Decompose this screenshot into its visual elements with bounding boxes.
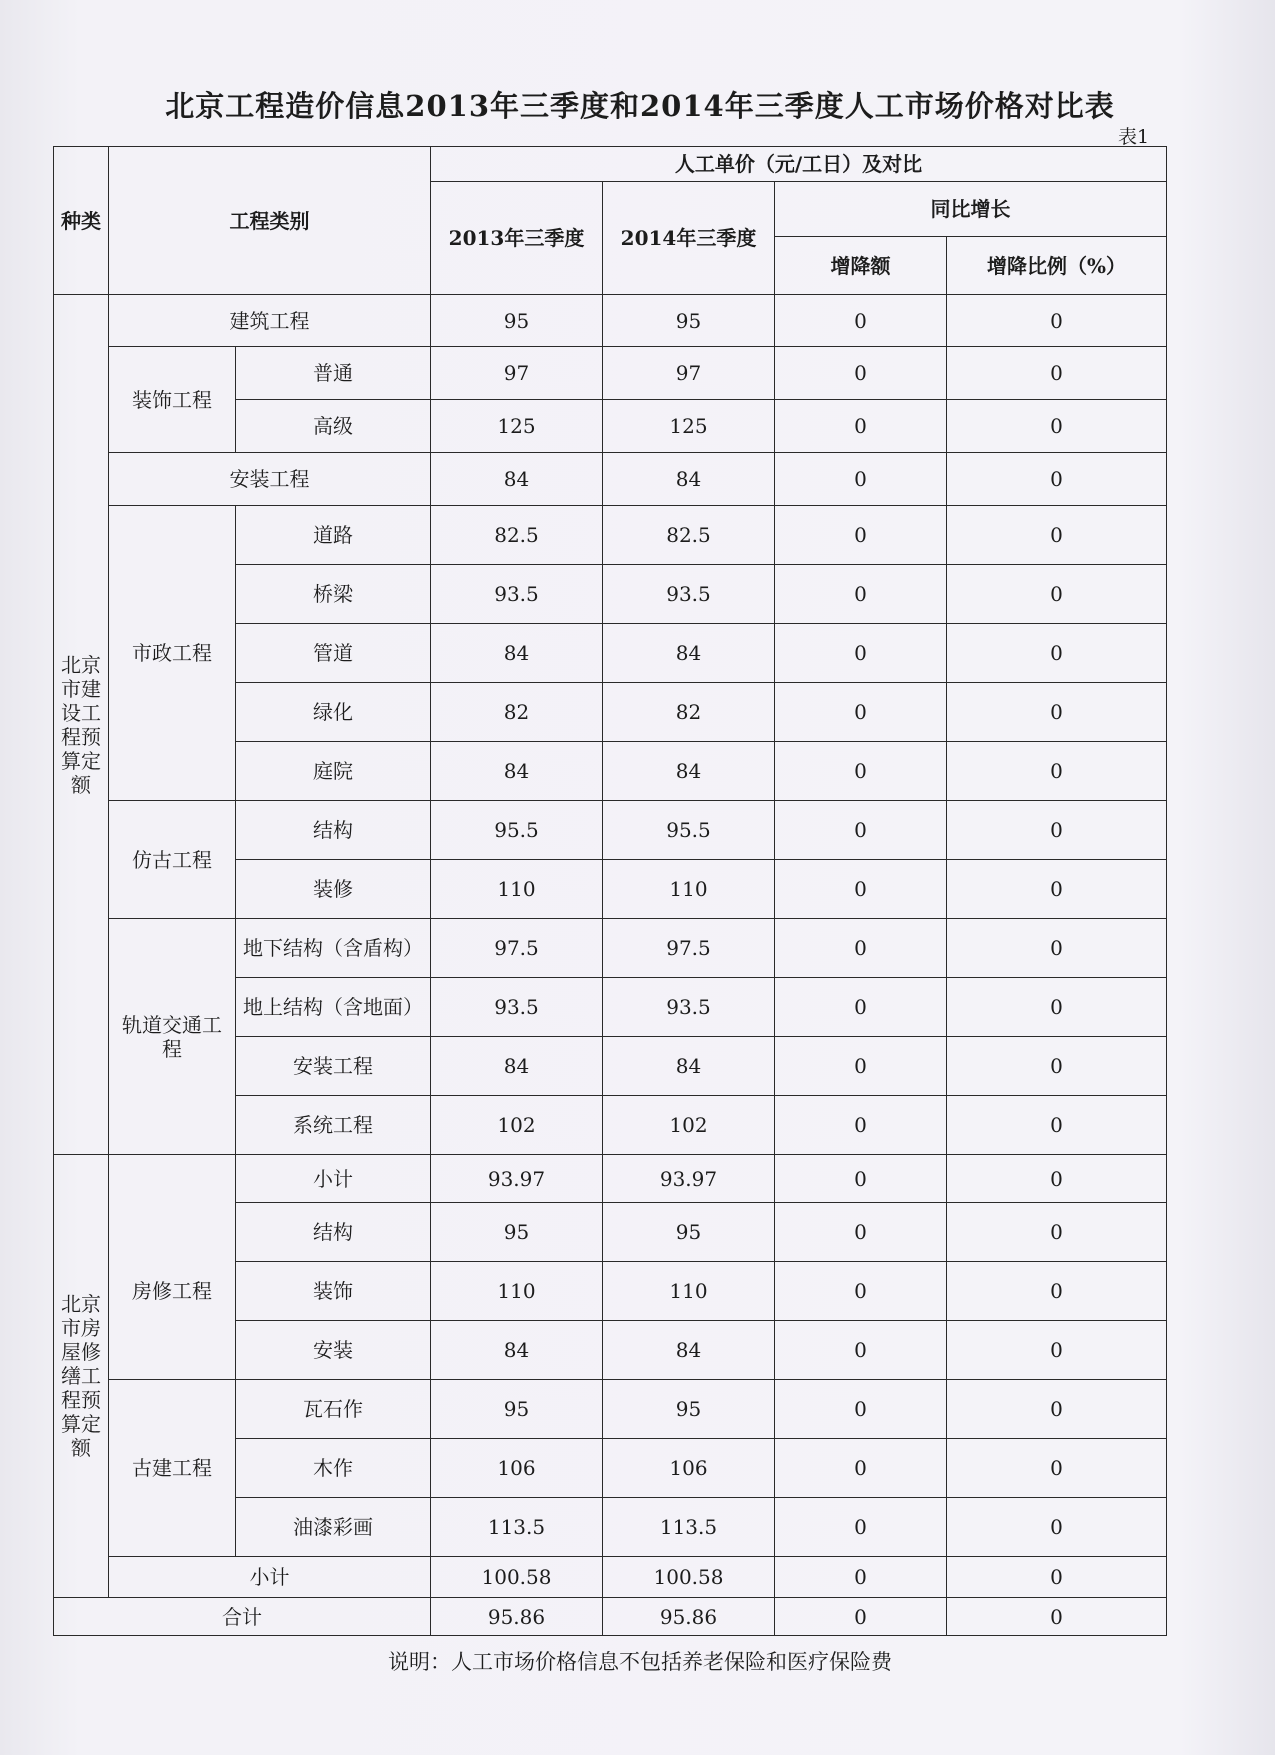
total-2013: 95.86 — [431, 1598, 603, 1636]
row-label: 木作 — [236, 1439, 431, 1498]
value-2013: 97 — [431, 347, 603, 400]
change-ratio: 0 — [947, 860, 1167, 919]
header-change-amount: 增降额 — [775, 237, 947, 295]
row-label: 普通 — [236, 347, 431, 400]
value-2013: 102 — [431, 1096, 603, 1155]
change-amount: 0 — [775, 860, 947, 919]
change-ratio: 0 — [947, 919, 1167, 978]
value-2014: 84 — [603, 624, 775, 683]
value-2014: 110 — [603, 1262, 775, 1321]
header-change-ratio: 增降比例（%） — [947, 237, 1167, 295]
value-2013: 113.5 — [431, 1498, 603, 1557]
change-amount: 0 — [775, 1498, 947, 1557]
change-amount: 0 — [775, 506, 947, 565]
value-2014: 93.5 — [603, 565, 775, 624]
table-row — [54, 295, 1167, 347]
value-2013: 84 — [431, 742, 603, 801]
value-2014: 110 — [603, 860, 775, 919]
row-label: 高级 — [236, 400, 431, 453]
total-label: 合计 — [54, 1598, 431, 1636]
change-ratio: 0 — [947, 295, 1167, 347]
change-ratio: 0 — [947, 1380, 1167, 1439]
header-2014-q3: 2014年三季度 — [603, 182, 775, 295]
row-label: 小计 — [236, 1155, 431, 1203]
value-2014: 97.5 — [603, 919, 775, 978]
page-title: 北京工程造价信息2013年三季度和2014年三季度人工市场价格对比表 — [165, 89, 1115, 123]
header-yoy: 同比增长 — [775, 182, 1167, 237]
value-2013: 84 — [431, 453, 603, 506]
section-label-antique: 仿古工程 — [109, 801, 236, 919]
change-amount: 0 — [775, 978, 947, 1037]
change-ratio: 0 — [947, 565, 1167, 624]
change-amount: 0 — [775, 624, 947, 683]
section-label-house-repair: 房修工程 — [109, 1203, 236, 1380]
value-2014: 95.5 — [603, 801, 775, 860]
change-ratio: 0 — [947, 506, 1167, 565]
footnote: 说明：人工市场价格信息不包括养老保险和医疗保险费 — [388, 1650, 892, 1674]
row-label: 安装 — [236, 1321, 431, 1380]
change-amount: 0 — [775, 453, 947, 506]
value-2013: 110 — [431, 1262, 603, 1321]
change-ratio: 0 — [947, 624, 1167, 683]
value-2013: 97.5 — [431, 919, 603, 978]
empty-cell — [109, 1155, 236, 1203]
value-2013: 95 — [431, 295, 603, 347]
header-category: 工程类别 — [109, 147, 431, 295]
total-2014: 95.86 — [603, 1598, 775, 1636]
change-amount: 0 — [775, 400, 947, 453]
change-amount: 0 — [775, 1203, 947, 1262]
table-row — [54, 1380, 1167, 1439]
change-ratio: 0 — [947, 1155, 1167, 1203]
total-change-amount: 0 — [775, 1598, 947, 1636]
value-2013: 84 — [431, 1037, 603, 1096]
value-2014: 95 — [603, 1380, 775, 1439]
value-2013: 106 — [431, 1439, 603, 1498]
row-label: 小计 — [109, 1557, 431, 1598]
row-label: 庭院 — [236, 742, 431, 801]
table-row — [54, 1557, 1167, 1598]
value-2013: 84 — [431, 624, 603, 683]
change-ratio: 0 — [947, 1096, 1167, 1155]
change-amount: 0 — [775, 1380, 947, 1439]
header-2013-q3: 2013年三季度 — [431, 182, 603, 295]
value-2014: 82 — [603, 683, 775, 742]
row-label: 桥梁 — [236, 565, 431, 624]
change-ratio: 0 — [947, 1557, 1167, 1598]
row-label: 装饰 — [236, 1262, 431, 1321]
value-2013: 95 — [431, 1380, 603, 1439]
value-2013: 125 — [431, 400, 603, 453]
section-label-ancient-building: 古建工程 — [109, 1380, 236, 1557]
group-label-repair: 北京市房屋修缮工程预算定额 — [54, 1155, 109, 1598]
change-ratio: 0 — [947, 1203, 1167, 1262]
total-row — [54, 1598, 1167, 1636]
value-2014: 113.5 — [603, 1498, 775, 1557]
value-2013: 93.5 — [431, 565, 603, 624]
table-row — [54, 453, 1167, 506]
change-ratio: 0 — [947, 1262, 1167, 1321]
value-2014: 100.58 — [603, 1557, 775, 1598]
value-2014: 82.5 — [603, 506, 775, 565]
value-2013: 95 — [431, 1203, 603, 1262]
change-amount: 0 — [775, 683, 947, 742]
section-label-municipal: 市政工程 — [109, 506, 236, 801]
change-ratio: 0 — [947, 400, 1167, 453]
row-label: 建筑工程 — [109, 295, 431, 347]
row-label: 安装工程 — [109, 453, 431, 506]
table-row — [54, 919, 1167, 978]
change-amount: 0 — [775, 1439, 947, 1498]
value-2013: 84 — [431, 1321, 603, 1380]
change-amount: 0 — [775, 565, 947, 624]
header-unit-price: 人工单价（元/工日）及对比 — [431, 147, 1167, 182]
change-amount: 0 — [775, 1557, 947, 1598]
table-number: 表1 — [1118, 126, 1150, 148]
section-label-rail-transit: 轨道交通工程 — [109, 919, 236, 1155]
value-2014: 93.5 — [603, 978, 775, 1037]
table-row — [54, 801, 1167, 860]
row-label: 地上结构（含地面） — [236, 978, 431, 1037]
row-label: 瓦石作 — [236, 1380, 431, 1439]
value-2013: 82.5 — [431, 506, 603, 565]
row-label: 系统工程 — [236, 1096, 431, 1155]
value-2014: 95 — [603, 295, 775, 347]
row-label: 管道 — [236, 624, 431, 683]
header-row — [54, 147, 1167, 182]
row-label: 结构 — [236, 801, 431, 860]
change-amount: 0 — [775, 347, 947, 400]
change-amount: 0 — [775, 1262, 947, 1321]
value-2014: 95 — [603, 1203, 775, 1262]
change-amount: 0 — [775, 1155, 947, 1203]
table-row — [54, 506, 1167, 565]
row-label: 结构 — [236, 1203, 431, 1262]
change-ratio: 0 — [947, 742, 1167, 801]
change-amount: 0 — [775, 1321, 947, 1380]
section-label-decoration: 装饰工程 — [109, 347, 236, 453]
row-label: 地下结构（含盾构） — [236, 919, 431, 978]
change-ratio: 0 — [947, 453, 1167, 506]
change-amount: 0 — [775, 742, 947, 801]
row-label: 油漆彩画 — [236, 1498, 431, 1557]
value-2013: 95.5 — [431, 801, 603, 860]
change-amount: 0 — [775, 1096, 947, 1155]
change-ratio: 0 — [947, 1439, 1167, 1498]
value-2014: 106 — [603, 1439, 775, 1498]
value-2013: 110 — [431, 860, 603, 919]
value-2013: 82 — [431, 683, 603, 742]
price-comparison-table — [53, 146, 1167, 1636]
change-ratio: 0 — [947, 978, 1167, 1037]
change-amount: 0 — [775, 295, 947, 347]
header-kind: 种类 — [54, 147, 109, 295]
change-ratio: 0 — [947, 1037, 1167, 1096]
total-change-ratio: 0 — [947, 1598, 1167, 1636]
change-amount: 0 — [775, 919, 947, 978]
value-2014: 84 — [603, 1037, 775, 1096]
value-2014: 97 — [603, 347, 775, 400]
row-label: 绿化 — [236, 683, 431, 742]
row-label: 装修 — [236, 860, 431, 919]
value-2014: 84 — [603, 453, 775, 506]
change-ratio: 0 — [947, 801, 1167, 860]
change-amount: 0 — [775, 1037, 947, 1096]
value-2014: 84 — [603, 742, 775, 801]
value-2014: 84 — [603, 1321, 775, 1380]
value-2013: 93.97 — [431, 1155, 603, 1203]
group-label-construction: 北京市建设工程预算定额 — [54, 295, 109, 1155]
change-ratio: 0 — [947, 347, 1167, 400]
change-ratio: 0 — [947, 1321, 1167, 1380]
change-ratio: 0 — [947, 1498, 1167, 1557]
change-ratio: 0 — [947, 683, 1167, 742]
table-row — [54, 1203, 1167, 1262]
row-label: 安装工程 — [236, 1037, 431, 1096]
table-row — [54, 1155, 1167, 1203]
value-2013: 93.5 — [431, 978, 603, 1037]
value-2014: 125 — [603, 400, 775, 453]
table-row — [54, 347, 1167, 400]
value-2013: 100.58 — [431, 1557, 603, 1598]
change-amount: 0 — [775, 801, 947, 860]
value-2014: 102 — [603, 1096, 775, 1155]
value-2014: 93.97 — [603, 1155, 775, 1203]
row-label: 道路 — [236, 506, 431, 565]
